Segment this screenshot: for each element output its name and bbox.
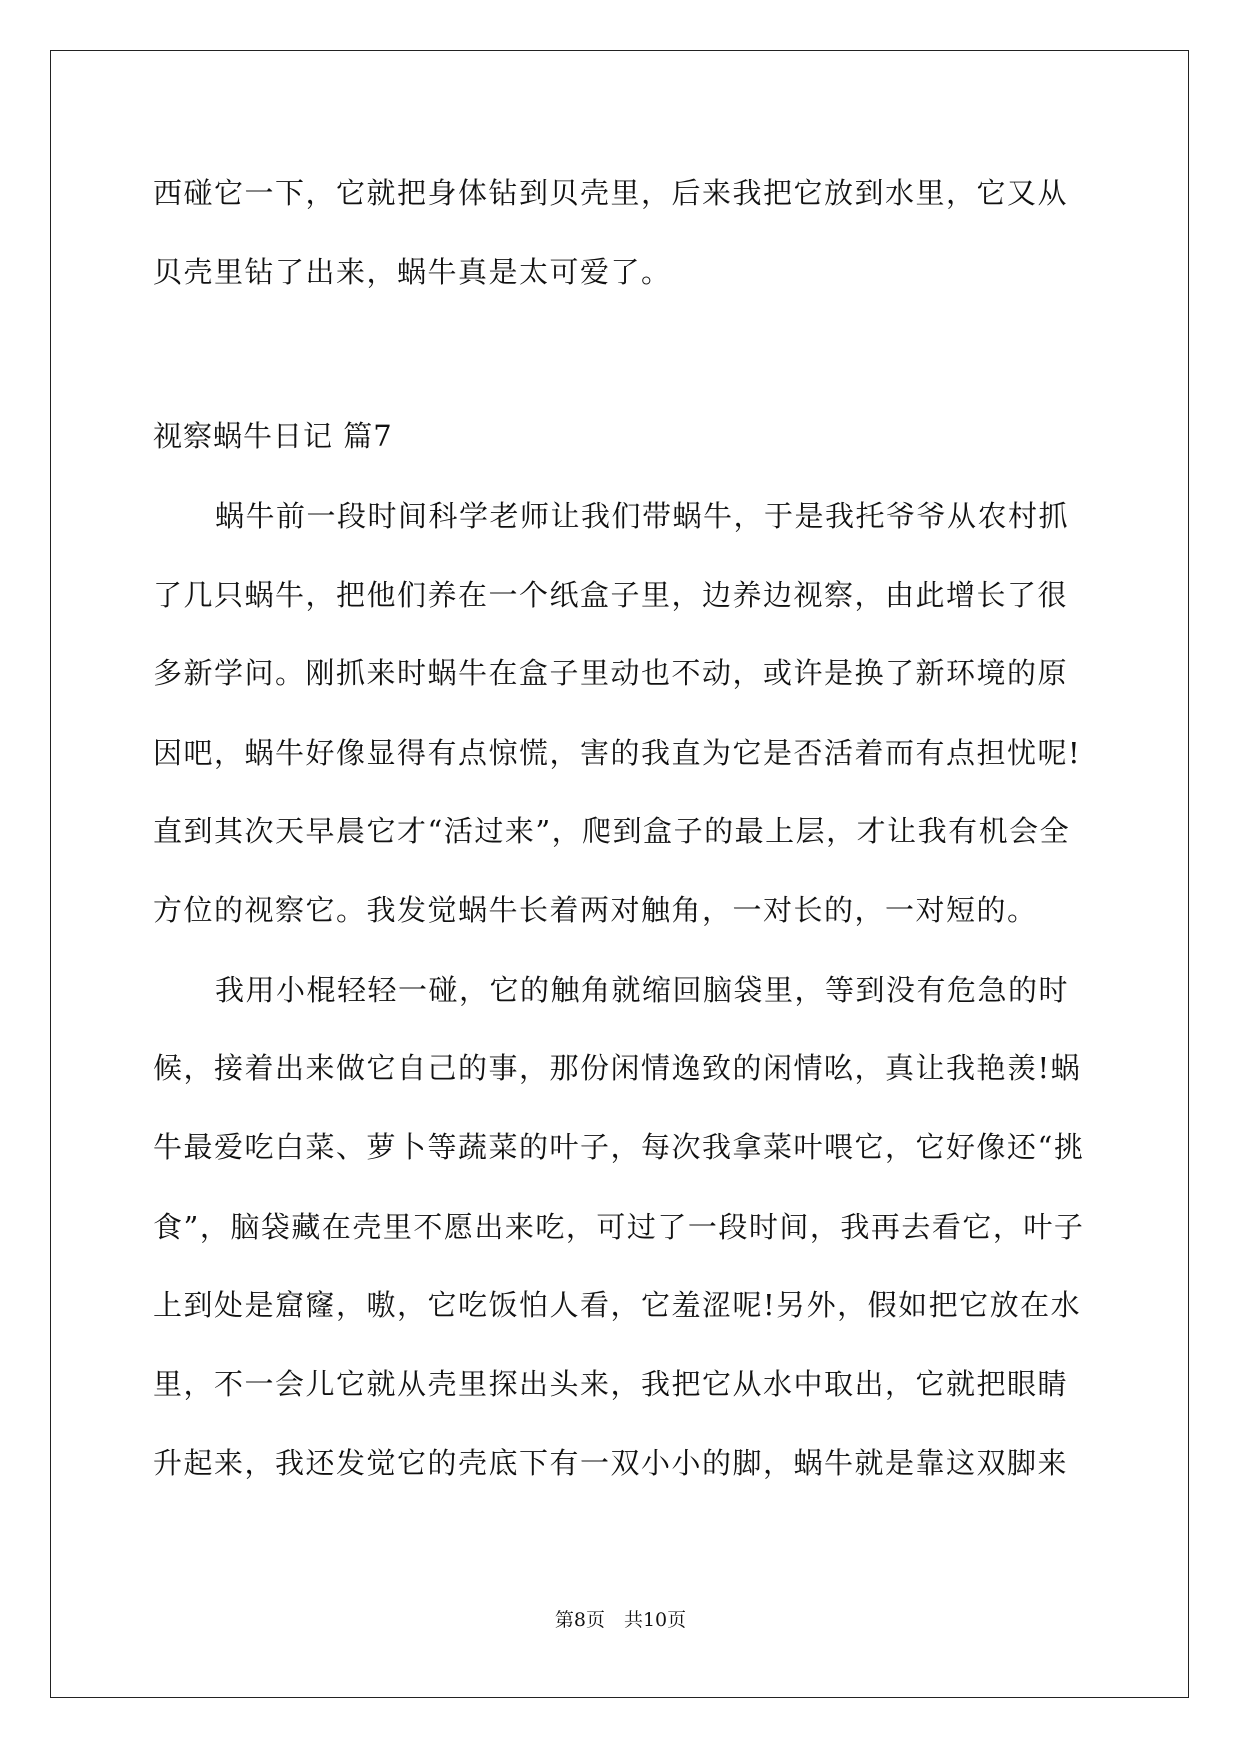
body-text-line: 我用小棍轻轻一碰，它的触角就缩回脑袋里，等到没有危急的时: [215, 973, 1070, 1007]
section-title: 视察蜗牛日记 篇7: [153, 419, 393, 453]
body-text-line: 蜗牛前一段时间科学老师让我们带蜗牛，于是我托爷爷从农村抓: [215, 499, 1070, 533]
body-text-line: 多新学问。刚抓来时蜗牛在盒子里动也不动，或许是换了新环境的原: [153, 656, 1069, 690]
body-text-line: 上到处是窟窿，嗷，它吃饭怕人看，它羞涩呢!另外，假如把它放在水: [153, 1288, 1082, 1322]
body-text-line: 候，接着出来做它自己的事，那份闲情逸致的闲情吆，真让我艳羡!蜗: [153, 1051, 1082, 1085]
body-text-line: 升起来，我还发觉它的壳底下有一双小小的脚，蜗牛就是靠这双脚来: [153, 1446, 1069, 1480]
body-text-line: 因吧，蜗牛好像显得有点惊慌，害的我直为它是否活着而有点担忧呢!: [153, 736, 1082, 770]
body-text-line: 直到其次天早晨它才“活过来”，爬到盒子的最上层，才让我有机会全: [153, 814, 1071, 848]
body-text-line: 方位的视察它。我发觉蜗牛长着两对触角，一对长的，一对短的。: [153, 893, 1038, 927]
body-text-line: 贝壳里钻了出来，蜗牛真是太可爱了。: [153, 255, 672, 289]
body-text-line: 西碰它一下，它就把身体钻到贝壳里，后来我把它放到水里，它又从: [153, 176, 1069, 210]
page-number-footer: 第8页 共10页: [554, 1609, 687, 1631]
body-text-line: 了几只蜗牛，把他们养在一个纸盒子里，边养边视察，由此增长了很: [153, 578, 1069, 612]
body-text-line: 食”，脑袋藏在壳里不愿出来吃，可过了一段时间，我再去看它，叶子: [153, 1210, 1085, 1244]
body-text-line: 牛最爱吃白菜、萝卜等蔬菜的叶子，每次我拿菜叶喂它，它好像还“挑: [153, 1130, 1085, 1164]
body-text-line: 里，不一会儿它就从壳里探出头来，我把它从水中取出，它就把眼睛: [153, 1367, 1069, 1401]
